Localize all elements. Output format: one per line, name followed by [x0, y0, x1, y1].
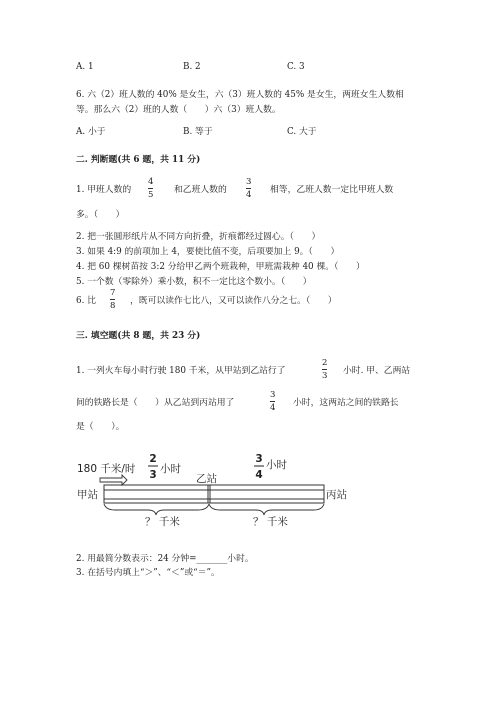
- s3-q1-line1-pre: 1. 一列火车每小时行驶 180 千米，从甲站到乙站行了: [76, 366, 286, 376]
- s2-q6-post: ，既可以读作七比八，又可以读作八分之七。（ ）: [130, 296, 337, 306]
- q6-line2: 等。那么六（2）班的人数（ ）六（3）班人数。: [76, 105, 281, 115]
- speed-label: 180 千米/时: [77, 463, 136, 475]
- s2-q5: 5. 一个数（零除外）乘小数，积不一定比这个数小。（ ）: [76, 277, 312, 287]
- s3-q1-line2-pre: 间的铁路长是（ ）从乙站到丙站用了: [76, 398, 235, 408]
- s2-q6-fraction: [110, 288, 115, 311]
- section3-title: 三. 填空题(共 8 题，共 23 分): [76, 331, 201, 341]
- s3-q2: 2. 用最简分数表示：24 分钟=_______小时。: [76, 554, 254, 564]
- numerator: 7: [110, 288, 116, 298]
- s2-q1-line2: 多。（ ）: [76, 210, 125, 220]
- q5-option-a[interactable]: A. 1: [76, 62, 94, 72]
- numerator: 4: [148, 177, 154, 187]
- s3-q1-line1-post: 小时. 甲、乙两站: [343, 366, 411, 376]
- denominator: 8: [110, 301, 116, 311]
- station-b-label: 乙站: [196, 473, 217, 485]
- s2-q1-pre: 1. 甲班人数的: [76, 185, 132, 195]
- s3-q3: 3. 在括号内填上“＞”、“＜”或“＝”。: [76, 568, 220, 578]
- q6-line1: 6. 六（2）班人数的 40% 是女生，六（3）班人数的 45% 是女生，两班女生人数相: [76, 90, 404, 100]
- railway-track: [104, 485, 324, 503]
- s2-q1-fraction-1: [148, 177, 153, 200]
- diagram-unit1: 小时: [160, 463, 181, 475]
- distance-1-label: ？ 千米: [145, 516, 180, 528]
- s3-q1-fraction-1: [322, 358, 327, 381]
- s2-q1-post: 相等，乙班人数一定比甲班人数: [270, 185, 394, 195]
- q6-option-a[interactable]: A. 小于: [76, 127, 106, 137]
- s2-q3: 3. 如果 4:9 的前项加上 4，要使比值不变，后项要加上 9。（ ）: [76, 247, 340, 257]
- s2-q1-mid: 和乙班人数的: [174, 185, 227, 195]
- numerator: 3: [246, 177, 252, 187]
- s2-q2: 2. 把一张圆形纸片从不同方向折叠，折痕都经过圆心。（ ）: [76, 232, 321, 242]
- q5-option-c[interactable]: C. 3: [287, 62, 305, 72]
- s3-q1-fraction-2: [270, 390, 275, 413]
- railway-diagram: [0, 440, 500, 540]
- station-c-label: 丙站: [326, 489, 347, 501]
- brace-right: [209, 504, 324, 515]
- numerator: 3: [270, 390, 276, 400]
- q6-option-b[interactable]: B. 等于: [183, 127, 213, 137]
- s2-q6-pre: 6. 比: [76, 296, 96, 306]
- denominator: 4: [270, 403, 276, 413]
- numerator: 2: [322, 358, 328, 368]
- s2-q4: 4. 把 60 棵树苗按 3:2 分给甲乙两个班栽种，甲班需栽种 40 棵。（ ）: [76, 262, 365, 272]
- q5-option-b[interactable]: B. 2: [183, 62, 201, 72]
- denominator: 3: [322, 371, 328, 381]
- diagram-frac2-den: 4: [255, 469, 263, 481]
- direction-arrow-icon: [100, 475, 127, 485]
- denominator: 5: [148, 190, 154, 200]
- s2-q1-fraction-2: [246, 177, 251, 200]
- q6-option-c[interactable]: C. 大于: [287, 127, 317, 137]
- brace-left: [104, 504, 209, 515]
- distance-2-label: ？ 千米: [253, 516, 288, 528]
- station-a-label: 甲站: [77, 489, 98, 501]
- diagram-frac1-den: 3: [149, 469, 157, 481]
- denominator: 4: [246, 190, 252, 200]
- diagram-frac1-num: 2: [149, 453, 157, 465]
- s3-q1-line2-post: 小时，这两站之间的铁路长: [293, 398, 399, 408]
- section2-title: 二. 判断题(共 6 题，共 11 分): [76, 155, 201, 165]
- diagram-frac2-num: 3: [255, 453, 263, 465]
- s3-q1-line3: 是（ ）。: [76, 422, 125, 432]
- diagram-unit2: 小时: [266, 459, 287, 471]
